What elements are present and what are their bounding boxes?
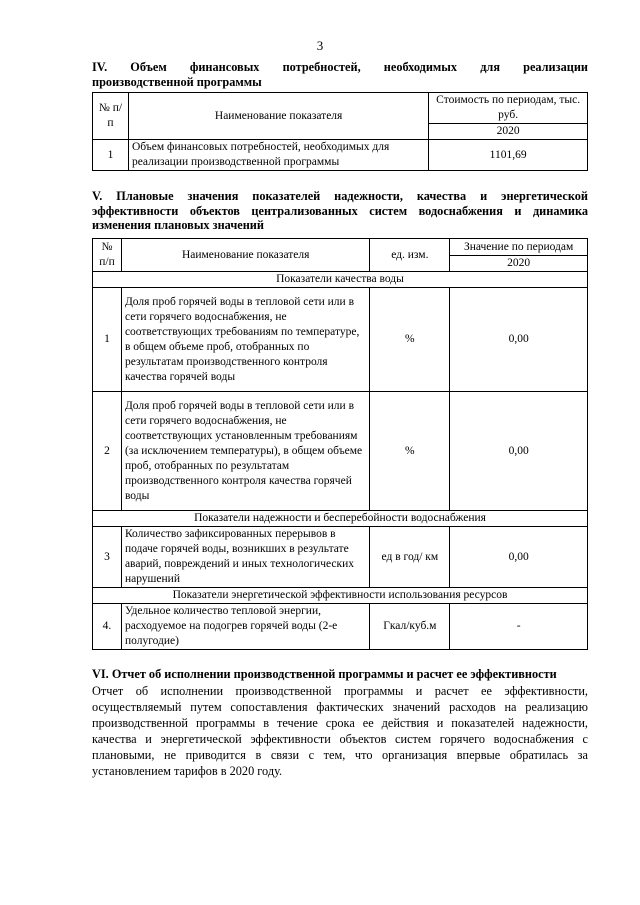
section5-title-line2: эффективности объектов централизованных систем водоснабжения и динамика bbox=[92, 203, 588, 218]
table-row bbox=[93, 604, 588, 650]
group-quality: Показатели качества воды bbox=[93, 272, 588, 288]
section4-title-line1: IV. Объем финансовых потребностей, необходимых для реализации bbox=[92, 60, 588, 74]
financial-needs-table bbox=[92, 92, 588, 171]
row-value: 1101,69 bbox=[429, 140, 588, 171]
col-name-header: Наименование показателя bbox=[128, 93, 428, 140]
row-value: 0,00 bbox=[450, 288, 588, 392]
col-cost-header: Стоимость по периодам, тыс. руб. bbox=[429, 93, 588, 124]
row-unit: % bbox=[370, 288, 450, 392]
row-num: 2 bbox=[93, 392, 122, 511]
col-period-header: Значение по периодам bbox=[450, 239, 588, 256]
row-num: 4. bbox=[93, 604, 122, 650]
section5-title-line1: V. Плановые значения показателей надежности, качества и энергетической bbox=[92, 189, 588, 203]
table-row bbox=[93, 392, 588, 511]
row-value: - bbox=[450, 604, 588, 650]
section6-paragraph: Отчет об исполнении производственной программы и расчет ее эффективности, осуществляемый путем сопоставления фактических значений расходов на реализацию производственной программы в течение срока ее действия и показателей надежности, качества и энергетической эффективности объектов систем горячего водоснабжения с плановыми, не приводится в связи с тем, что организация впервые обратилась за установлением тарифов в 2020 году. bbox=[92, 684, 588, 778]
col-name-header: Наименование показателя bbox=[121, 239, 369, 272]
row-name: Количество зафиксированных перерывов в подаче горячей воды, возникших в результате аварий, повреждений и иных технологических нарушений bbox=[121, 527, 369, 588]
row-value: 0,00 bbox=[450, 392, 588, 511]
indicators-table bbox=[92, 238, 588, 650]
table-row bbox=[93, 140, 588, 171]
row-unit: % bbox=[370, 392, 450, 511]
row-num: 1 bbox=[93, 140, 129, 171]
row-name: Удельное количество тепловой энергии, расходуемое на подогрев горячей воды (2-е полугодие) bbox=[121, 604, 369, 650]
section5-title-line3: изменения плановых значений bbox=[92, 218, 264, 232]
col-unit-header: ед. изм. bbox=[370, 239, 450, 272]
col-year-header: 2020 bbox=[450, 256, 588, 272]
page-number: 3 bbox=[316, 38, 324, 53]
row-num: 3 bbox=[93, 527, 122, 588]
row-unit: Гкал/куб.м bbox=[370, 604, 450, 650]
group-energy: Показатели энергетической эффективности использования ресурсов bbox=[93, 588, 588, 604]
section6-title: VI. Отчет об исполнении производственной программы и расчет ее эффективности bbox=[92, 667, 557, 681]
section4-title-line2: производственной программы bbox=[92, 74, 262, 89]
group-reliability: Показатели надежности и бесперебойности водоснабжения bbox=[93, 511, 588, 527]
col-year-header: 2020 bbox=[429, 124, 588, 140]
row-value: 0,00 bbox=[450, 527, 588, 588]
table-row bbox=[93, 288, 588, 392]
row-num: 1 bbox=[93, 288, 122, 392]
table-row bbox=[93, 527, 588, 588]
section4-heading bbox=[92, 60, 588, 89]
section5-heading bbox=[92, 189, 588, 233]
col-num-header: № п/п bbox=[93, 93, 129, 140]
row-unit: ед в год/ км bbox=[370, 527, 450, 588]
row-name: Объем финансовых потребностей, необходимых для реализации производственной программы bbox=[128, 140, 428, 171]
row-name: Доля проб горячей воды в тепловой сети или в сети горячего водоснабжения, не соответствующих требованиям по температуре, в общем объеме проб, отобранных по результатам производственного контроля качества горячей воды bbox=[121, 288, 369, 392]
row-name: Доля проб горячей воды в тепловой сети или в сети горячего водоснабжения, не соответствующих установленным требованиям (за исключением температуры), в общем объеме проб, отобранных по результатам производственного контроля качества горячей воды bbox=[121, 392, 369, 511]
col-num-header: № п/п bbox=[93, 239, 122, 272]
